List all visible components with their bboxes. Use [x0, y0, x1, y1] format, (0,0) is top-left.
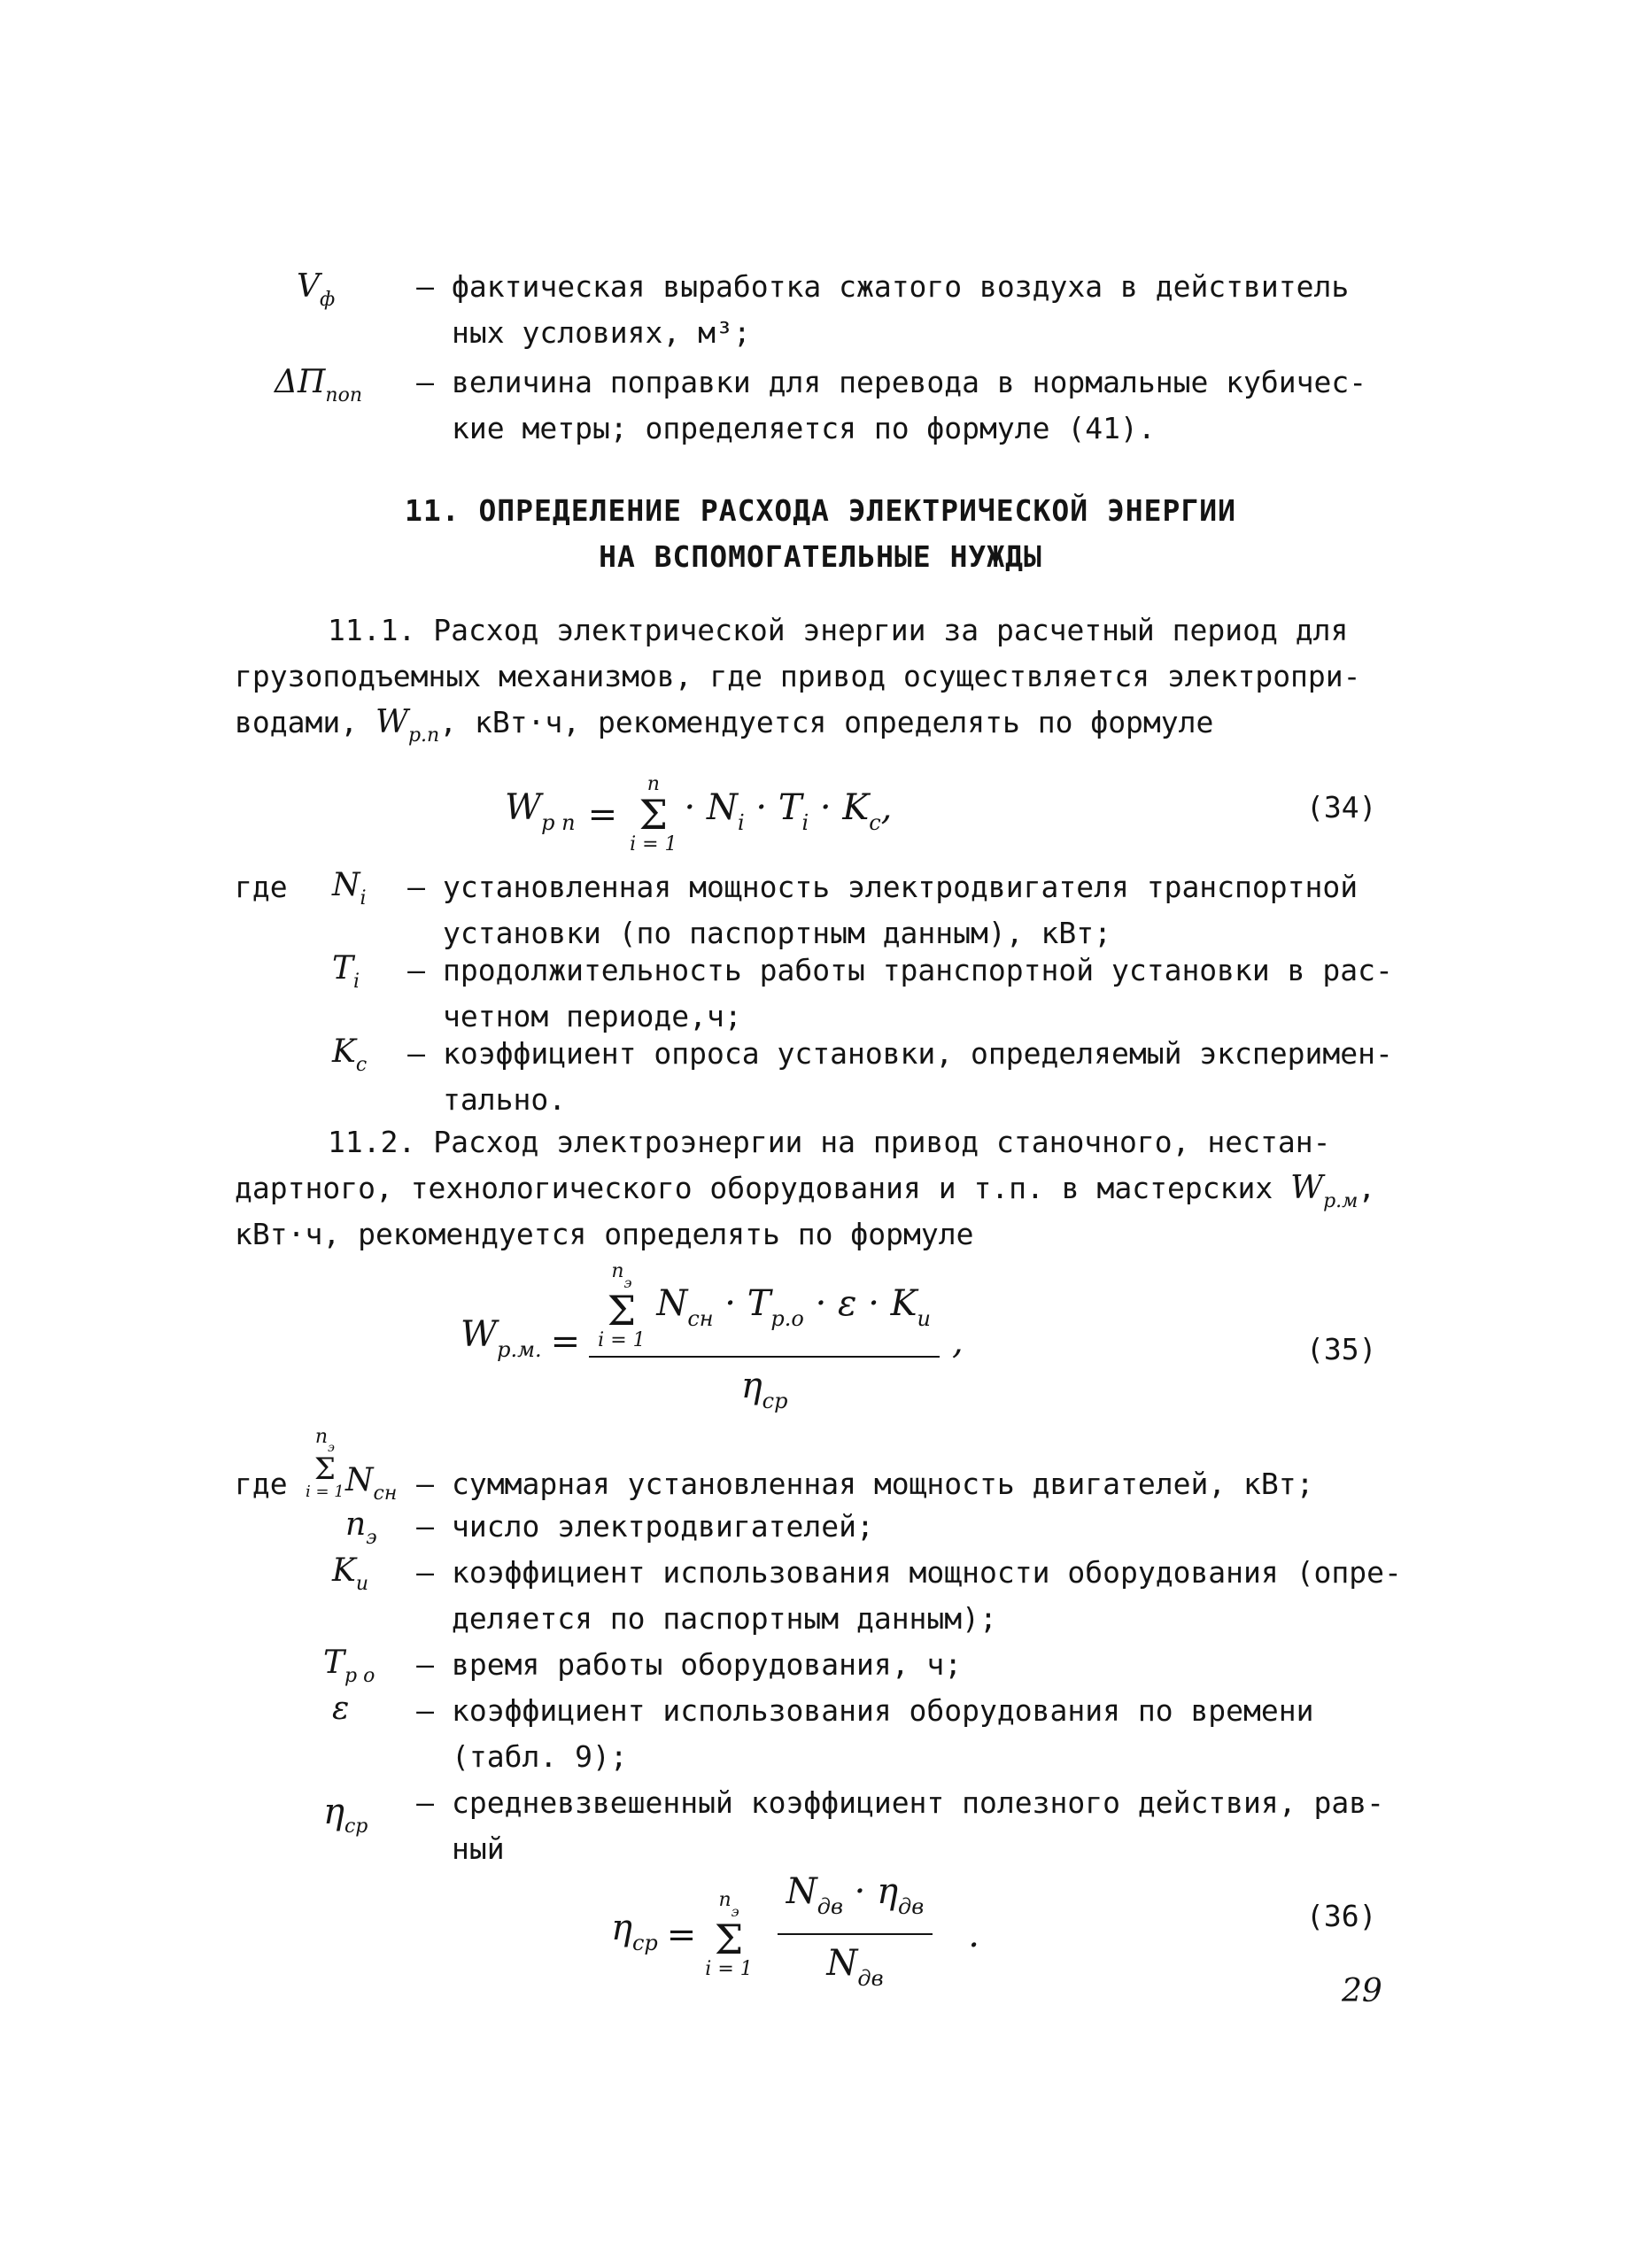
- paragraph-11-2-line3: кВт·ч, рекомендуется определять по формуле: [235, 1217, 974, 1251]
- formula-period: .: [968, 1915, 979, 1955]
- def-text-line: ный: [452, 1831, 505, 1866]
- sum-upper-limit: $n_э$: [314, 1426, 335, 1455]
- def-symbol: $\eta_{ср}$: [323, 1792, 368, 1838]
- def-row: [235, 1033, 1475, 1126]
- def-symbol: $T_i$: [332, 950, 360, 993]
- def-text-line: коэффициент опроса установки, определяемый эксперимен-: [443, 1036, 1393, 1071]
- def-row: [235, 1690, 1475, 1783]
- formula-comma: ,: [951, 1321, 964, 1362]
- def-symbol: $\Delta П_{поп}$: [275, 364, 362, 406]
- sum-operator: [630, 775, 677, 855]
- def-symbol: $n_э$: [345, 1506, 377, 1549]
- paragraph-11-1-line3: [235, 701, 1213, 757]
- def-row: [235, 1506, 1475, 1552]
- sum-operator: [705, 1891, 752, 1979]
- def-text-line: коэффициент использования оборудования по времени: [452, 1693, 1314, 1728]
- formula-body: · $N_i \cdot T_i \cdot K_c$,: [684, 786, 893, 835]
- top-def-dpop: [235, 361, 1475, 459]
- formula-34: [505, 762, 892, 868]
- def-dash: –: [416, 1467, 434, 1501]
- fraction-denominator: $\eta_{ср}$: [740, 1365, 788, 1413]
- formula-equals: =: [587, 794, 618, 835]
- def-symbol: ε: [332, 1691, 350, 1727]
- sum-sign: Σ: [313, 1451, 336, 1487]
- def-text-line: суммарная установленная мощность двигателей, кВт;: [452, 1467, 1314, 1501]
- def-text-line: ных условиях, м³;: [452, 315, 751, 350]
- def-text-line: тально.: [443, 1082, 567, 1117]
- formula-equals: =: [666, 1915, 697, 1955]
- def-text-line: продолжительность работы транспортной установки в рас-: [443, 953, 1393, 987]
- equation-number-34: (34): [1306, 790, 1377, 824]
- def-dash: –: [407, 953, 425, 987]
- def-text-line: кие метры; определяется по формуле (41).: [452, 411, 1156, 445]
- def-symbol: $K_u$: [332, 1552, 369, 1595]
- def-row: [235, 1644, 1475, 1690]
- def-dash: –: [416, 1785, 434, 1820]
- paragraph-text: водами,: [235, 705, 375, 739]
- where-word: где: [235, 870, 288, 904]
- page-number: 29: [1342, 1973, 1382, 2009]
- where-word: где: [235, 1467, 288, 1501]
- fraction-numerator: $n_э$ Σ i = 1 $N_{сн} \cdot T_{р.о} \cdot \varepsilon \cdot K_u$: [589, 1262, 940, 1358]
- formula-lhs: $\eta_{ср}$: [611, 1907, 658, 1955]
- def-text-line: установленная мощность электродвигателя транспортной: [443, 870, 1358, 904]
- fraction-denominator: $N_{дв}$: [826, 1943, 884, 1991]
- sum-lower-limit: i = 1: [598, 1328, 646, 1351]
- paragraph-11-1-line1: 11.1. Расход электрической энергии за расчетный период для: [328, 613, 1349, 647]
- paragraph-text: , кВт·ч, рекомендуется определять по формуле: [439, 705, 1214, 739]
- def-row: [235, 866, 1475, 959]
- top-def-vf: [235, 266, 1475, 363]
- sum-operator: [306, 1428, 344, 1500]
- formula-lhs: $W_{р п}$: [505, 786, 576, 835]
- fraction-numerator: $N_{дв} \cdot \eta_{дв}$: [778, 1870, 933, 1935]
- def-row: [235, 949, 1475, 1042]
- section-heading-line1: 11. ОПРЕДЕЛЕНИЕ РАСХОДА ЭЛЕКТРИЧЕСКОЙ ЭНЕРГИИ: [404, 493, 1237, 528]
- def-dash: –: [416, 365, 434, 399]
- sum-sign: Σ: [607, 1286, 637, 1335]
- def-symbol: $N_{сн}$: [345, 1462, 398, 1505]
- paragraph-text: ,: [1358, 1171, 1376, 1205]
- equation-number-36: (36): [1306, 1899, 1377, 1933]
- sum-lower-limit: i = 1: [705, 1958, 753, 1980]
- def-text-line: (табл. 9);: [452, 1739, 628, 1774]
- sum-lower-limit: i = 1: [630, 833, 677, 855]
- def-dash: –: [416, 1509, 434, 1544]
- def-dash: –: [407, 870, 425, 904]
- fraction: [589, 1259, 940, 1422]
- sum-operator: [598, 1259, 646, 1351]
- def-text-line: величина поправки для перевода в нормальные кубичес-: [452, 365, 1367, 399]
- def-row: [235, 1552, 1475, 1645]
- def-dash: –: [416, 1693, 434, 1728]
- def-dash: –: [407, 1036, 425, 1071]
- def-text-line: четном периоде,ч;: [443, 999, 742, 1033]
- paragraph-11-1-line2: грузоподъемных механизмов, где привод осуществляется электропри-: [235, 659, 1361, 693]
- def-text-line: коэффициент использования мощности оборудования (опре-: [452, 1555, 1402, 1590]
- def-symbol: $V_ф$: [297, 268, 336, 311]
- inline-symbol: $W_{р.п}$: [375, 704, 440, 747]
- def-dash: –: [416, 269, 434, 304]
- sum-upper-limit: $n_э$: [718, 1889, 739, 1920]
- def-symbol: $T_{р о}$: [323, 1645, 375, 1687]
- formula-equals: =: [550, 1321, 581, 1362]
- fraction: [778, 1870, 933, 2000]
- def-dash: –: [416, 1647, 434, 1682]
- def-text-line: деляется по паспортным данным);: [452, 1601, 997, 1636]
- equation-number-35: (35): [1306, 1332, 1377, 1366]
- sum-lower-limit: i = 1: [306, 1482, 344, 1501]
- sum-upper-limit: n: [646, 773, 660, 795]
- section-heading-line2: НА ВСПОМОГАТЕЛЬНЫЕ НУЖДЫ: [599, 539, 1042, 574]
- formula-lhs: $W_{р.м.}$: [461, 1313, 542, 1362]
- paragraph-11-2-line1: 11.2. Расход электроэнергии на привод станочного, нестан-: [328, 1125, 1331, 1159]
- def-symbol: $K_c$: [332, 1033, 368, 1076]
- def-text-line: фактическая выработка сжатого воздуха в действитель: [452, 269, 1350, 304]
- paragraph-text: дартного, технологического оборудования и т.п. в мастерских: [235, 1171, 1291, 1205]
- sum-upper-limit: $n_э$: [611, 1259, 632, 1291]
- def-text-line: число электродвигателей;: [452, 1509, 874, 1544]
- def-row: [235, 1782, 1475, 1875]
- sum-sign: Σ: [714, 1916, 744, 1963]
- sum-sign: Σ: [639, 791, 669, 839]
- inline-symbol: $W_{р.м}$: [1290, 1170, 1358, 1212]
- formula-36: [611, 1869, 979, 2001]
- def-text-line: время работы оборудования, ч;: [452, 1647, 963, 1682]
- def-symbol: $N_i$: [332, 867, 367, 910]
- formula-35: [461, 1259, 964, 1417]
- def-dash: –: [416, 1555, 434, 1590]
- def-text-line: средневзвешенный коэффициент полезного действия, рав-: [452, 1785, 1384, 1820]
- def-text-line: установки (по паспортным данным), кВт;: [443, 916, 1111, 950]
